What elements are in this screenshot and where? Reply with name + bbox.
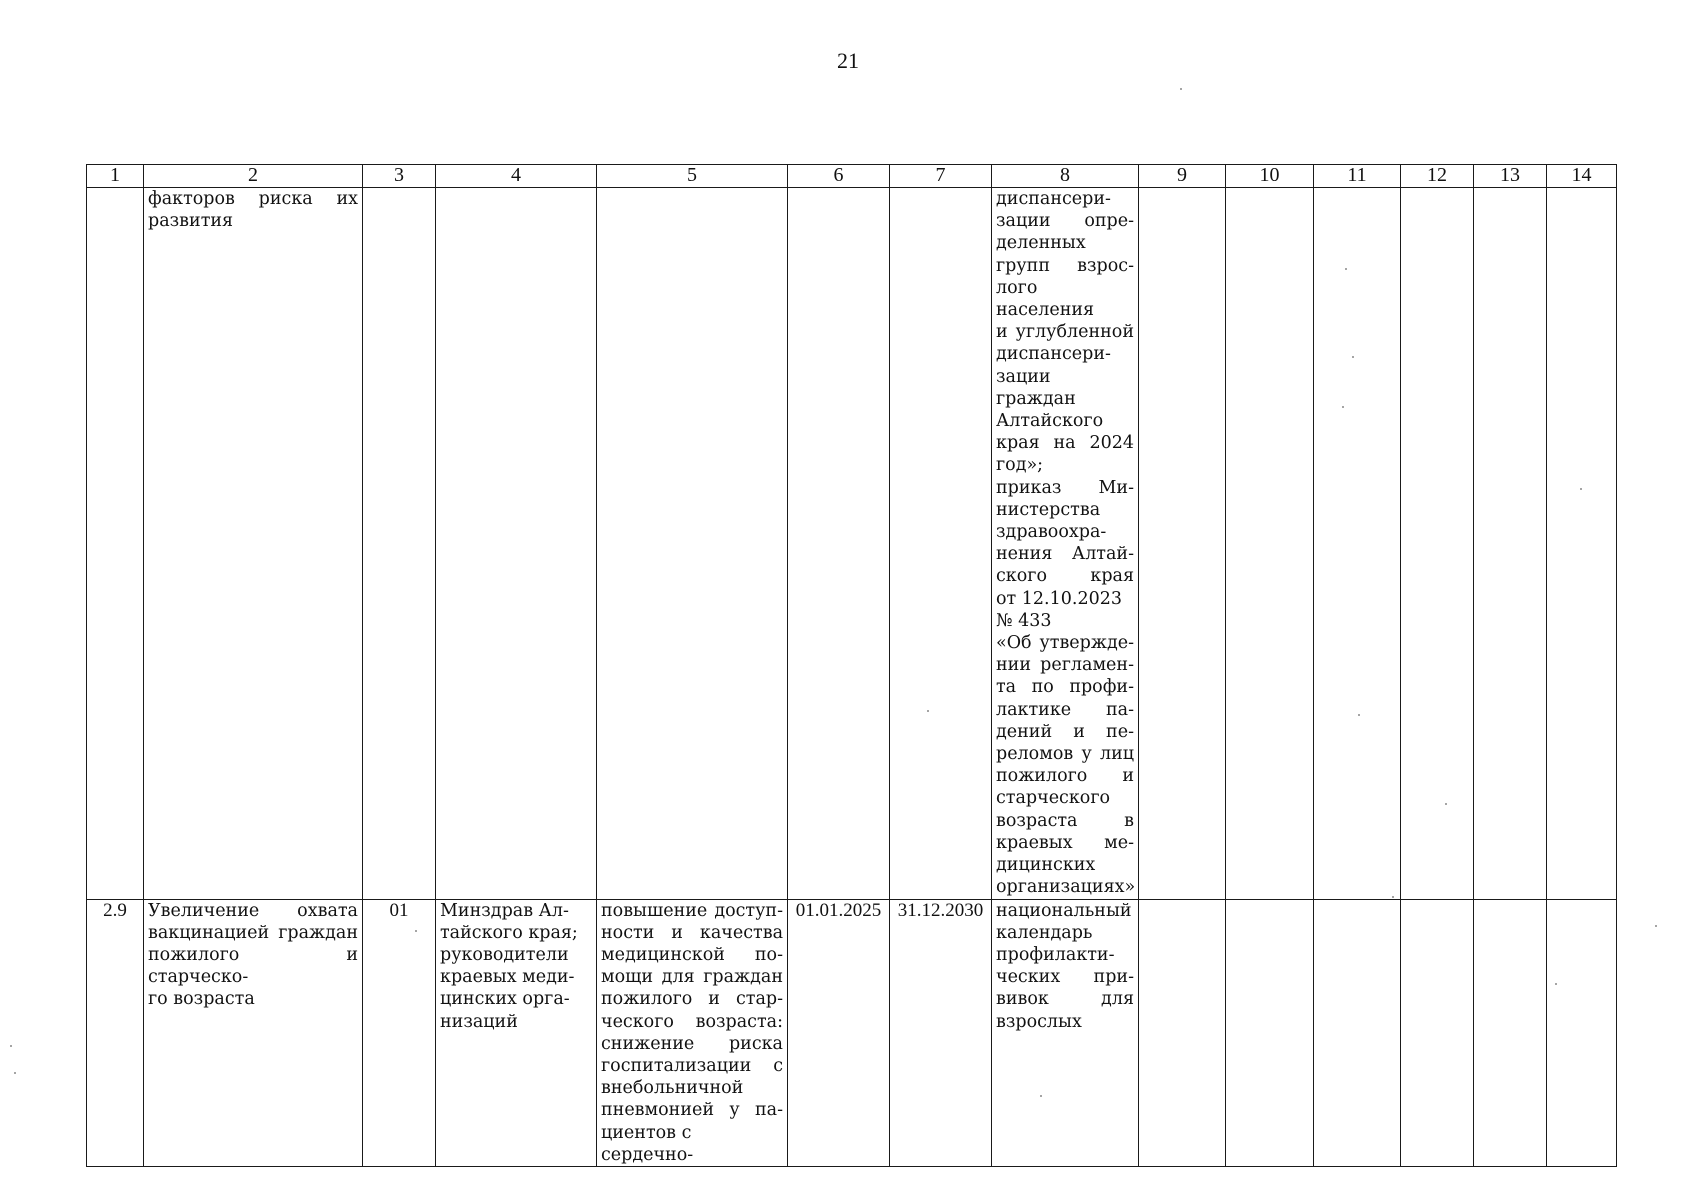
scan-speck <box>1342 406 1344 408</box>
text-line: мощи для граждан <box>601 967 783 988</box>
cell-col14 <box>1547 188 1617 900</box>
text-line: пожилого и старческо- <box>148 944 358 988</box>
cell-number: 2.9 <box>87 899 144 1166</box>
cell-number <box>87 188 144 900</box>
column-header: 10 <box>1226 165 1314 188</box>
cell-col9 <box>1139 899 1226 1166</box>
cell-col12 <box>1401 188 1474 900</box>
text-line: диспансери- <box>996 189 1111 209</box>
text-line: низаций <box>440 1011 518 1032</box>
text-line: нения Алтай- <box>996 544 1134 565</box>
text-line: зации граждан <box>996 366 1076 409</box>
column-header: 9 <box>1139 165 1226 188</box>
text-line: от 12.10.2023 <box>996 588 1122 609</box>
text-line: национальный <box>996 900 1132 921</box>
cell-start-date <box>788 188 890 900</box>
scan-speck <box>1352 356 1354 358</box>
text-line: нии регламен- <box>996 655 1134 676</box>
text-line: повышение доступ- <box>601 900 783 921</box>
text-line: го возраста <box>148 989 255 1010</box>
table-row-2-9 <box>87 899 1617 1166</box>
cell-end-date <box>890 188 992 900</box>
scan-speck <box>1580 488 1582 490</box>
text-line: календарь <box>996 922 1093 943</box>
column-header: 12 <box>1401 165 1474 188</box>
scan-speck <box>1445 803 1447 805</box>
cell-col10 <box>1226 899 1314 1166</box>
text-line: медицинской по- <box>601 944 783 965</box>
text-line: № 433 <box>996 610 1052 631</box>
table-row-continued <box>87 188 1617 900</box>
scan-speck <box>1555 983 1557 985</box>
text-line: возраста в <box>996 810 1134 831</box>
column-header: 8 <box>992 165 1139 188</box>
text-line: циентов с сердечно- <box>601 1122 694 1165</box>
scan-speck <box>14 1072 16 1074</box>
text-line: краевых меди- <box>440 967 575 988</box>
text-line: вакцинацией граждан <box>148 922 358 943</box>
text-line: деленных <box>996 233 1086 254</box>
cell-result <box>597 899 788 1166</box>
scan-speck <box>1345 268 1347 270</box>
cell-executors <box>436 188 597 900</box>
text-line: старческого <box>996 788 1111 809</box>
text-line: развития <box>148 211 234 232</box>
text-line: внебольничной <box>601 1078 744 1099</box>
plan-table <box>86 164 1617 1167</box>
text-line: ческого возраста: <box>601 1011 783 1032</box>
text-line: пневмонией у па- <box>601 1100 783 1121</box>
column-header: 5 <box>597 165 788 188</box>
text-line: цинских орга- <box>440 989 570 1010</box>
text-line: Минздрав Ал- <box>440 900 569 921</box>
cell-code <box>363 188 436 900</box>
text-line: год»; <box>996 455 1044 476</box>
scan-speck <box>1040 1095 1042 1097</box>
text-line: организациях» <box>996 877 1136 898</box>
text-line: тайского края; <box>440 922 578 943</box>
text-line: Алтайского <box>996 411 1104 432</box>
cell-col9 <box>1139 188 1226 900</box>
cell-measure-name <box>144 188 363 900</box>
text-line: вивок для <box>996 989 1134 1010</box>
text-line: реломов у лиц <box>996 744 1134 765</box>
cell-col11 <box>1314 899 1401 1166</box>
text-line: приказ Ми- <box>996 477 1134 498</box>
scan-speck <box>415 930 417 932</box>
text-line: факторов риска их <box>148 189 358 209</box>
text-line: профилакти- <box>996 944 1115 965</box>
cell-result <box>597 188 788 900</box>
text-line: «Об утвержде- <box>996 633 1134 654</box>
text-line: лого населения <box>996 277 1095 321</box>
text-line: госпитализации с <box>601 1055 783 1076</box>
cell-start-date: 01.01.2025 <box>788 899 890 1166</box>
text-line: диспансери- <box>996 344 1111 365</box>
page-number: 21 <box>837 48 859 73</box>
cell-executors <box>436 899 597 1166</box>
column-header: 3 <box>363 165 436 188</box>
text-line: дений и пе- <box>996 721 1134 742</box>
cell-basis <box>992 188 1139 900</box>
scan-speck <box>927 710 929 712</box>
text-line: и углубленной <box>996 322 1134 343</box>
column-header: 14 <box>1547 165 1617 188</box>
cell-col14 <box>1547 899 1617 1166</box>
cell-measure-name <box>144 899 363 1166</box>
scan-speck <box>1655 925 1657 927</box>
cell-col13 <box>1474 188 1547 900</box>
cell-col13 <box>1474 899 1547 1166</box>
text-line: Увеличение охвата <box>148 900 358 921</box>
cell-basis <box>992 899 1139 1166</box>
text-line: ского края <box>996 566 1134 587</box>
text-line: дицинских <box>996 855 1096 876</box>
column-header: 4 <box>436 165 597 188</box>
text-line: ности и качества <box>601 922 783 943</box>
text-line: пожилого и <box>996 766 1134 787</box>
text-line: групп взрос- <box>996 255 1134 276</box>
text-line: лактике па- <box>996 699 1134 720</box>
text-line: зации опре- <box>996 211 1134 232</box>
column-header: 7 <box>890 165 992 188</box>
scan-speck <box>1358 714 1360 716</box>
scan-speck <box>1392 896 1394 898</box>
text-line: взрослых <box>996 1011 1082 1032</box>
scan-speck <box>10 1045 12 1047</box>
text-line: руководители <box>440 944 569 965</box>
column-header: 1 <box>87 165 144 188</box>
text-line: краевых ме- <box>996 832 1134 853</box>
text-line: пожилого и стар- <box>601 989 783 1010</box>
cell-col10 <box>1226 188 1314 900</box>
column-header: 13 <box>1474 165 1547 188</box>
text-line: та по профи- <box>996 677 1134 698</box>
text-line: снижение риска <box>601 1033 783 1054</box>
cell-end-date: 31.12.2030 <box>890 899 992 1166</box>
text-line: ческих при- <box>996 967 1134 988</box>
scan-speck <box>1180 88 1182 90</box>
cell-col12 <box>1401 899 1474 1166</box>
text-line: края на 2024 <box>996 433 1134 454</box>
cell-col11 <box>1314 188 1401 900</box>
column-header: 2 <box>144 165 363 188</box>
text-line: нистерства <box>996 499 1101 520</box>
column-numbers-row <box>87 165 1617 188</box>
text-line: здравоохра- <box>996 522 1107 543</box>
column-header: 11 <box>1314 165 1401 188</box>
column-header: 6 <box>788 165 890 188</box>
cell-code: 01 <box>363 899 436 1166</box>
